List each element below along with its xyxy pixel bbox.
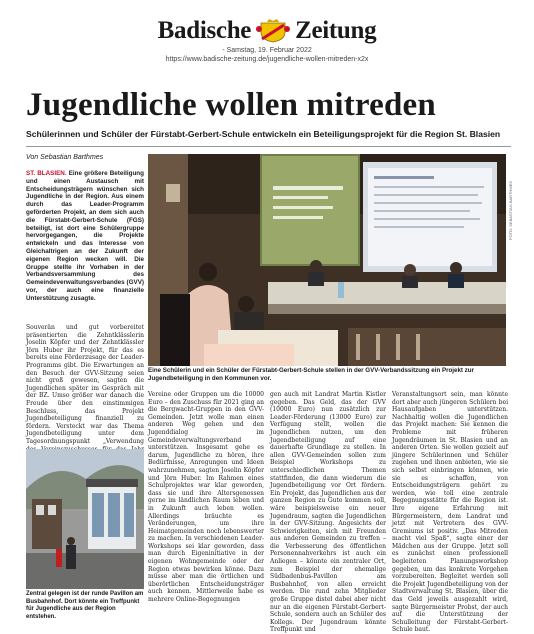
byline: Von Sebastian Barthmes — [26, 154, 104, 161]
photo-credit: FOTO: SEBASTIAN BARTHMES — [508, 181, 513, 240]
lead-paragraph — [26, 170, 144, 320]
main-photo-image — [148, 154, 506, 366]
masthead-word-right: Zeitung — [295, 17, 377, 44]
body-column-1: Souverän und gut vorbereitet präsentierten die Zehntklässlerin Joselin Köpfer und der Zehntklässler Jörn Huber ihr Projekt, für das es bereits eine Förderzusage der Leader-Programms gibt. Die Erwartungen an den Besuch der GVV-Sitzung seien nicht groß gewesen, sagten die Jugendlichen später im Gespräch mit der BZ. Umso größer war danach die Freude über den einstimmigen Beschluss, das Projekt Jugendbeteiligung finanziell zu fördern. Versteckt war das Thema Jugendbeteiligung unter dem Tagesordnungspunkt „Verwendung — [26, 324, 144, 445]
masthead — [0, 18, 534, 64]
body-column-4: Veranstaltungsort sein, man könnte dort aber auch jüngeren Schülern bei Hausaufgaben unterstützen. Nachhaltig wollen die Jugendlichen das Projekt machen: Sie kennen die Probleme mit früheren Jugendräumen in St. Blasien und an anderen Orten. Sie wollen gezielt auf jüngere Schülerinnen und Schüler zugehen und ihnen anbieten, wie sie sich selbst einbringen können, wie sie es schaffen, von Entscheidungsträgern gehört zu werden, wie toll eine zentrale Begegnungsstätte für die Region ist. Ihre eigene Erfahrung mit Bürgermeistern, dem Landrat und jetzt mit Vertretern des GVV-Gremiums ist positiv. „Das Mitreden macht viel Spaß“, sagte einer der Mädchen aus der Gruppe. Jetzt soll es zunächst einen professionell begleiteten Planungsworkshop gegeben, um das konkrete Vorgehen vorzubereiten. Begleitet werden soll die Projekt Jugendbeteiligung von der Stadtverwaltung St. Blasien, über die das Geld jeweils ausgezahlt wird, sagte Bürgermeister Probst, der auch auf die Unterstützung der Schulleitung der Fürstabt-Gerbert-Schule baut. — [392, 391, 508, 634]
pavilion-photo-caption: Zentral gelegen ist der runde Pavillon am Busbahnhof. Dort könnte ein Treffpunkt für Jugendliche aus der Region entstehen. — [26, 591, 144, 620]
subheadline: Schülerinnen und Schüler der Fürstabt-Gerbert-Schule entwickeln ein Beteiligungsprojekt für die Region St. Blasien — [26, 129, 501, 139]
masthead-word-left: Badische — [157, 17, 252, 44]
pavilion-photo-image — [26, 449, 144, 589]
crest-icon — [255, 19, 291, 43]
article-url: https://www.badische-zeitung.de/jugendliche-wollen-mitreden-x2x — [165, 56, 369, 63]
body-column-2: Vereine oder Gruppen um die 10000 Euro – den Zuschuss für 2021 ging an die Bergwacht-Gruppen in den GVV-Gemeinden. Jetzt wolle man einen anderen Weg gehen und den Jugenddialog im Gemeindeverwaltungsverband unterstützen. Insgesamt gehe es darum, Jugendliche zu hören, ihre Bedürfnisse, Anregungen und Ideen wahrzunehmen, sagten Joselin Köpfer und Jörn Huber. Im Rahmen eines Schulprojektes war klar geworden, dass sie und ihre Altersgenossen gerne im ländlichen Raum leben und in Zukunft auch leben wollen. Allerdings bräuchte es Veränderungen, um ihre Heimatgemeinden noch lebenswerter zu machen. In verschiedenen Leader-Workshops sei klar geworden, dass man durch Eigeninitiative in der eigenen Wohngemeinde oder der Region etwas bewirken könne. Dazu müsse aber man die örtlichen und überörtlichen Entscheidungsträger auch kennen. Mittlerweile habe es mehrere Online-Begegnungen — [148, 391, 264, 604]
masthead-title — [0, 18, 534, 44]
divider-rule — [26, 146, 511, 147]
headline: Jugendliche wollen mitreden — [26, 87, 436, 123]
main-photo-caption: Eine Schülerin und ein Schüler der Fürstabt-Gerbert-Schule stellen in der GVV-Verbandssitzung ein Projekt zur Jugendbeteiligung in den Kommunen vor. — [148, 367, 474, 382]
pavilion-photo — [26, 449, 144, 589]
lead-text: Eine größere Beteiligung und einen Austausch mit Entscheidungsträgern wünschen sich Jugendliche in der Region. Aus einem durch das Leader-Programm geförderten Projekt, an dem sich auch die Fürstabt-Gerbert-Schule (FGS) beteiligt, ist dort eine Schülergruppe hervorgegangen, die Projekte entwickeln und das Interesse von Gleichaltrigen an der Zukunft der eigenen Region wecken will. Die Gruppe stellte ihr Vorhaben in der Verbandsversammlung des Gemeindeverwaltungsverbandes (GVV) vor, der auch eine finanzielle Unterstützung zusagte. — [26, 170, 144, 302]
main-photo — [148, 154, 506, 366]
dateline: ST. BLASIEN. — [26, 170, 67, 177]
publication-date: - Samstag, 19. Februar 2022 — [222, 47, 312, 54]
body-column-3: gen auch mit Landrat Martin Kistler gegeben. Das Geld, das der GVV (10000 Euro) nun zusätzlich zur Leader-Förderung (13000 Euro) zur Verfügung stellt, wollen die Jugendlichen nutzen, um den Jugendbeteiligung auf eine dauerhafte Grundlage zu stellen. In allen GVV-Gemeinden sollen zum Beispiel Workshops zu unterschiedlichen Themen stattfinden, die dann wiederum die Jugendbeteiligung vor Ort fördern. Ein Projekt, das Jugendlichen aus der ganzen Region zu Gute kommen soll, wäre beispielsweise ein neuer Jugendraum, sagten die Jugendlichen in der GVV-Sitzung. Angesichts der Schwierigkeiten, sich mit Freunden aus anderen Gemeinden zu treffen – die Verbesserung des öffentlichen Personennahverkehrs ist auch ein Anliegen – könnte ein zentraler Ort, zum Beispiel der ehemalige Südbadenbus-Pavillon am Busbahnhof, von allen erreicht werden. Die rund zehn Mitglieder große Gruppe distel dabei aber nicht nur an die eigenen Fürstabt-Gerbert-Schule, sondern auch an Schüler des Kollegs. Der Jugendraum könnte Treffpunkt und — [270, 391, 386, 634]
